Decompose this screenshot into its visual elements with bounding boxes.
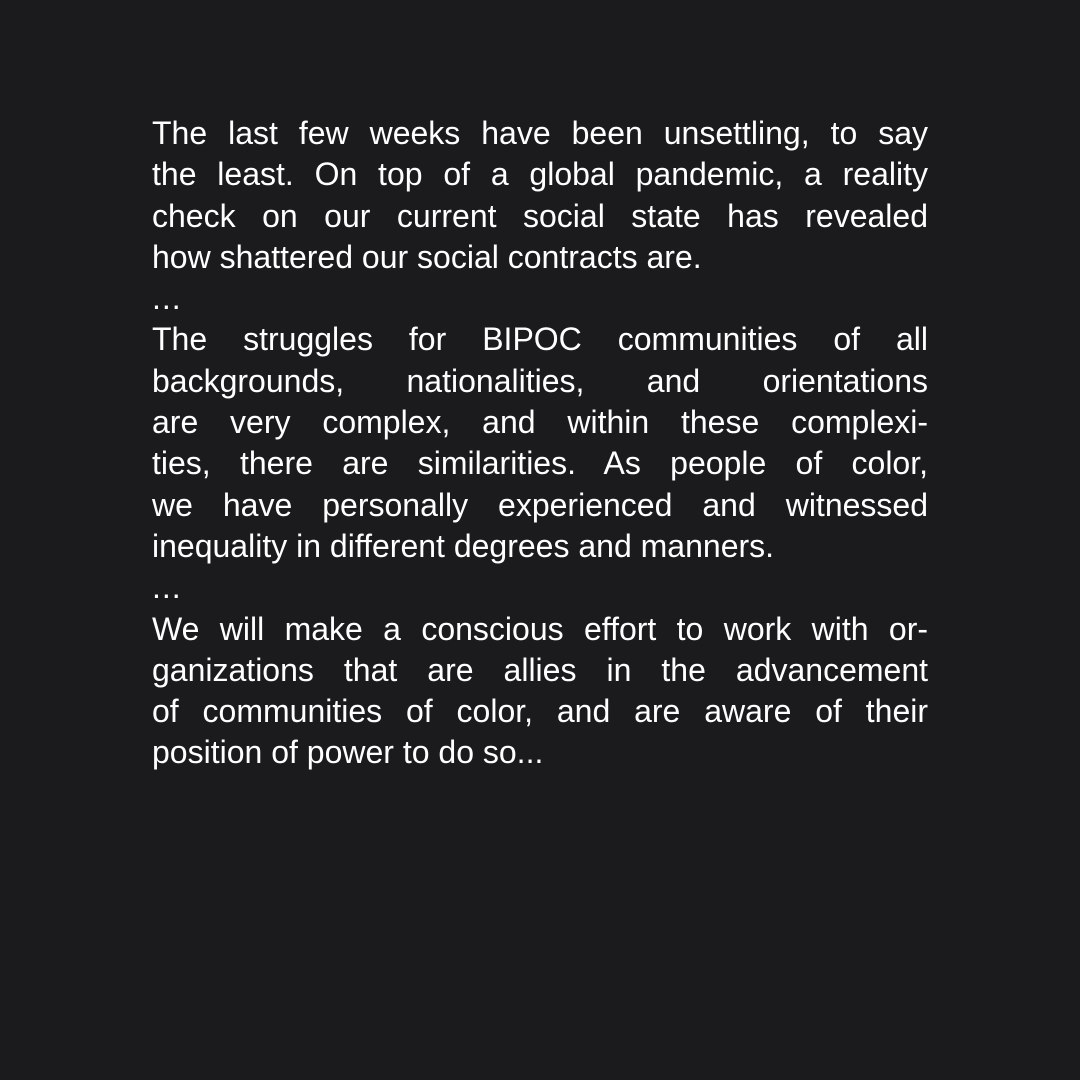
text-line: The struggles for BIPOC communities of all — [152, 321, 928, 358]
text-line: the least. On top of a global pandemic, a reality — [152, 156, 928, 193]
text-line: position of power to do so... — [152, 734, 544, 771]
statement-text — [152, 113, 928, 774]
text-line: are very complex, and within these complexi- — [152, 404, 928, 441]
text-line: ganizations that are allies in the advancement — [152, 651, 928, 688]
paragraph-2 — [152, 319, 928, 567]
text-line: We will make a conscious effort to work with or- — [152, 610, 928, 647]
text-line: inequality in different degrees and manners. — [152, 527, 775, 564]
text-line: check on our current social state has revealed — [152, 197, 928, 234]
text-line: ties, there are similarities. As people of color, — [152, 445, 928, 482]
ellipsis-separator: ... — [152, 569, 182, 606]
text-line: how shattered our social contracts are. — [152, 238, 702, 275]
text-line: backgrounds, nationalities, and orientations — [152, 362, 928, 399]
text-line: The last few weeks have been unsettling, to say — [152, 115, 928, 151]
text-line: of communities of color, and are aware of their — [152, 693, 928, 730]
paragraph-1 — [152, 113, 928, 278]
ellipsis-separator: ... — [152, 280, 182, 317]
text-line: we have personally experienced and witnessed — [152, 486, 928, 523]
paragraph-3 — [152, 609, 928, 774]
